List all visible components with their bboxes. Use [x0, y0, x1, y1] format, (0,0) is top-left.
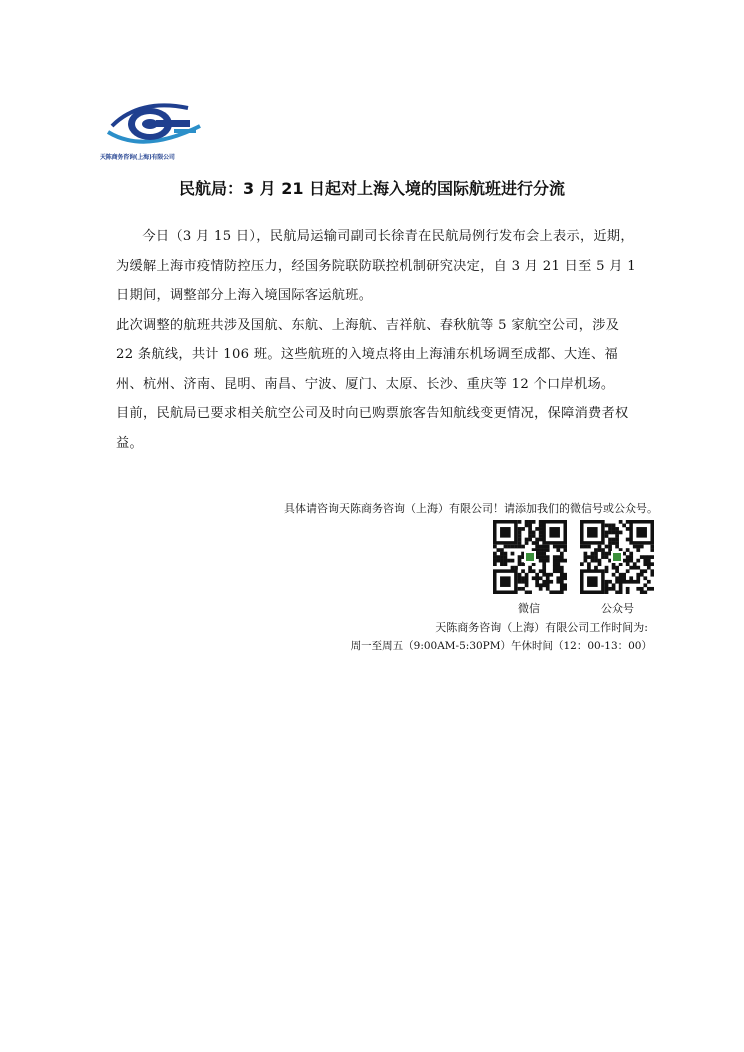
- article-paragraph: 目前，民航局已要求相关航空公司及时向已购票旅客告知航线变更情况，保障消费者权益。: [116, 406, 629, 451]
- wechat-qr-code: [493, 520, 567, 594]
- working-hours-detail: 周一至周五（9:00AM-5:30PM）午休时间（12：00-13：00）: [350, 640, 652, 652]
- article-body: [116, 222, 636, 458]
- article-paragraph: 此次调整的航班共涉及国航、东航、上海航、吉祥航、春秋航等 5 家航空公司，涉及 22 条航线，共计 106 班。这些航班的入境点将由上海浦东机场调至成都、大连、福州、杭州、济南、昆明、南昌、宁波、厦门、太原、长沙、重庆等 12 个口岸机场。: [116, 317, 620, 392]
- official-account-qr-code: [580, 520, 654, 594]
- official-account-qr-label: 公众号: [601, 602, 634, 615]
- article-title: 民航局：3 月 21 日起对上海入境的国际航班进行分流: [178, 179, 566, 198]
- official-account-qr-code-icon: [580, 520, 654, 594]
- article-paragraph: 今日（3 月 15 日），民航局运输司副司长徐青在民航局例行发布会上表示，近期，为缓解上海市疫情防控压力，经国务院联防联控机制研究决定，自 3 月 21 日至 5 月 1 日期间，调整部分上海入境国际客运航班。: [116, 229, 636, 303]
- logo-caption: 天陈商务咨询(上海)有限公司: [100, 154, 175, 161]
- company-logo-icon: [100, 96, 212, 152]
- wechat-qr-code-icon: [493, 520, 567, 594]
- company-logo: [100, 96, 212, 162]
- wechat-qr-label: 微信: [518, 602, 540, 615]
- contact-line: 具体请咨询天陈商务咨询（上海）有限公司！请添加我们的微信号或公众号。: [284, 502, 658, 515]
- working-hours-title: 天陈商务咨询（上海）有限公司工作时间为:: [435, 621, 648, 634]
